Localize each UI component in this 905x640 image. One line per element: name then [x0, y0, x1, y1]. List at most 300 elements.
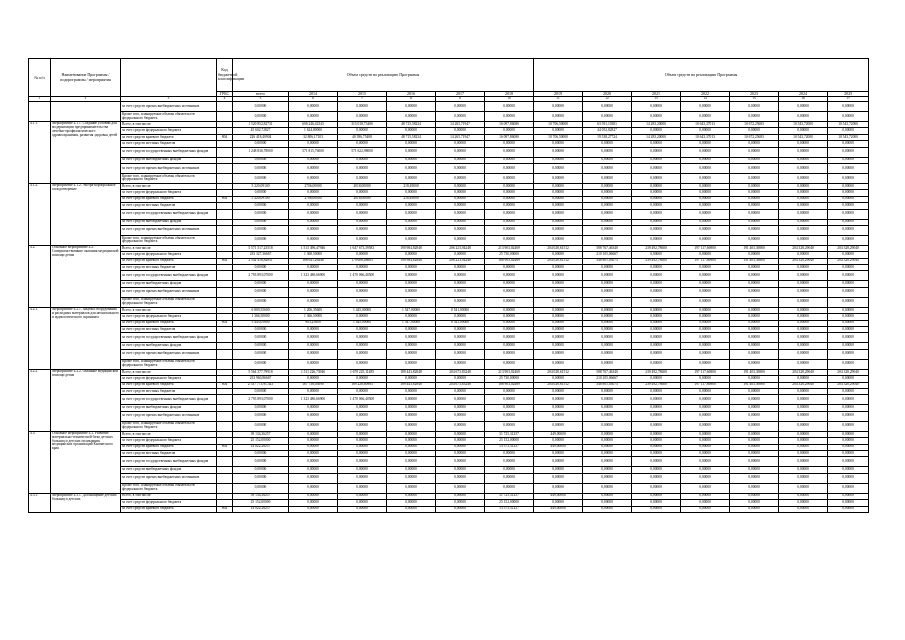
amount-cell: 0,00000 — [289, 343, 338, 349]
amount-cell: 187 738,03090 — [289, 382, 338, 388]
amount-cell: 0,00000 — [436, 287, 485, 297]
grbs-code — [217, 287, 233, 297]
amount-cell: 0,00000 — [779, 320, 828, 326]
amount-cell: 0,00000 — [632, 112, 681, 122]
amount-cell: 0,00000 — [681, 219, 730, 225]
amount-cell: 2018,00000 — [338, 196, 387, 202]
amount-cell: 0,00000 — [779, 209, 828, 219]
amount-cell: 0,00000 — [828, 219, 869, 225]
amount-cell: 0,00000 — [534, 411, 583, 421]
amount-cell: 0,00000 — [485, 183, 534, 189]
funding-source: Всего, в том числе: — [121, 307, 217, 313]
amount-cell: 0,00000 — [387, 209, 436, 219]
amount-cell: 0,00000 — [681, 196, 730, 202]
amount-cell: 0,00000 — [485, 450, 534, 456]
header-year: 2022 — [681, 92, 730, 97]
amount-cell: 0,00000 — [632, 157, 681, 163]
amount-cell: 0,00000 — [583, 307, 632, 313]
grbs-code — [217, 225, 233, 235]
amount-cell: 0,00000 — [233, 163, 289, 173]
amount-cell: 0,00000 — [828, 128, 869, 134]
amount-cell: 0 541,00000 — [436, 320, 485, 326]
amount-cell: 0,00000 — [534, 483, 583, 493]
amount-cell: 0,00000 — [233, 209, 289, 219]
table-row — [29, 173, 869, 183]
amount-cell: 0,00000 — [779, 314, 828, 320]
amount-cell: 1 248 836,78000 — [233, 147, 289, 157]
amount-cell: 0,00000 — [534, 320, 583, 326]
grbs-code: 804 — [217, 196, 233, 202]
amount-cell: 0,00000 — [583, 431, 632, 437]
amount-cell: 0,00000 — [583, 444, 632, 450]
funding-source: за счет средств краевого бюджета — [121, 196, 217, 202]
amount-cell: 0,00000 — [730, 128, 779, 134]
amount-cell: 0,00000 — [730, 431, 779, 437]
funding-source: за счет средств внебюджетных фондов — [121, 343, 217, 349]
funding-source: за счет средств государственных внебюджетных фондов — [121, 333, 217, 343]
amount-cell: 1 520 852,82731 — [233, 122, 289, 128]
amount-cell: 0,00000 — [681, 444, 730, 450]
amount-cell: 0,00000 — [289, 421, 338, 431]
amount-cell: 0,00000 — [534, 128, 583, 134]
amount-cell: 206 223,94248 — [436, 258, 485, 264]
amount-cell: 0,00000 — [534, 359, 583, 369]
table-row — [29, 333, 869, 343]
amount-cell: 0,00000 — [436, 128, 485, 134]
table-row — [29, 287, 869, 297]
funding-source: Всего, в том числе: — [121, 369, 217, 375]
amount-cell: 0,00000 — [828, 271, 869, 281]
amount-cell: 0,00000 — [583, 457, 632, 467]
amount-cell: 0,00000 — [387, 112, 436, 122]
table-row — [29, 359, 869, 369]
amount-cell: 0,00000 — [632, 405, 681, 411]
amount-cell: 0,00000 — [828, 444, 869, 450]
amount-cell: 0,00000 — [534, 235, 583, 245]
amount-cell: 0,00000 — [436, 349, 485, 359]
amount-cell: 0,00000 — [233, 219, 289, 225]
amount-cell: 0,00000 — [338, 388, 387, 394]
amount-cell: 0,00000 — [779, 297, 828, 307]
column-number: 6 — [289, 97, 338, 102]
amount-cell: 31 725,31257 — [485, 493, 534, 499]
amount-cell: 0,00000 — [583, 388, 632, 394]
row-number: 4.1.2. — [29, 183, 51, 245]
amount-cell: 0,00000 — [485, 297, 534, 307]
amount-cell: 0,00000 — [387, 287, 436, 297]
amount-cell: 0,00000 — [779, 421, 828, 431]
amount-cell: 25 152,00000 — [233, 500, 289, 506]
amount-cell: 0,00000 — [289, 219, 338, 225]
amount-cell: 213 903,02469 — [485, 245, 534, 251]
amount-cell: 0,00000 — [387, 483, 436, 493]
amount-cell: 0,00000 — [828, 225, 869, 235]
amount-cell: 0,00000 — [730, 333, 779, 343]
amount-cell: 0,00000 — [387, 349, 436, 359]
funding-source: за счет средств прочих внебюджетных источников — [121, 349, 217, 359]
amount-cell: 0,00000 — [583, 196, 632, 202]
amount-cell: 0,00000 — [828, 431, 869, 437]
amount-cell: 0,00000 — [485, 349, 534, 359]
amount-cell: 0,00000 — [583, 163, 632, 173]
amount-cell: 2 793 893,07000 — [233, 395, 289, 405]
amount-cell: 0,00000 — [338, 203, 387, 209]
grbs-code — [217, 102, 233, 112]
amount-cell: 0,00000 — [828, 327, 869, 333]
amount-cell: 0,00000 — [583, 203, 632, 209]
amount-cell: 0,00000 — [828, 395, 869, 405]
table-row — [29, 297, 869, 307]
amount-cell: 0,00000 — [681, 405, 730, 411]
amount-cell: 0,00000 — [387, 297, 436, 307]
row-name: Основное мероприятие 4.3. Развитие материально-технической базы детских больниц и детских поликлиник медицинских организаций Камчатского края — [51, 431, 121, 493]
amount-cell: 0,00000 — [828, 209, 869, 219]
amount-cell: 190 984,82848 — [387, 258, 436, 264]
amount-cell: 0,00000 — [233, 473, 289, 483]
amount-cell: 0,00000 — [779, 411, 828, 421]
amount-cell: 0,00000 — [485, 209, 534, 219]
amount-cell: 0,00000 — [632, 265, 681, 271]
amount-cell: 0,00000 — [436, 327, 485, 333]
amount-cell: 0,00000 — [289, 141, 338, 147]
row-name: Мероприятие 4.2.2. Оказание медицинской помощи детям — [51, 369, 121, 431]
amount-cell: 0,00000 — [583, 225, 632, 235]
funding-source: за счет средств государственных внебюджетных фондов — [121, 457, 217, 467]
amount-cell: 197 117,66900 — [681, 258, 730, 264]
column-number: 11 — [534, 97, 583, 102]
amount-cell: 0,00000 — [779, 252, 828, 258]
amount-cell: 10 543,72000 — [779, 122, 828, 128]
amount-cell: 0,00000 — [583, 157, 632, 163]
amount-cell: 0,00000 — [681, 235, 730, 245]
amount-cell: 5 443,05600 — [233, 320, 289, 326]
amount-cell: 0,00000 — [338, 457, 387, 467]
amount-cell: 0,00000 — [534, 265, 583, 271]
amount-cell: 0,00000 — [632, 252, 681, 258]
table-row — [29, 209, 869, 219]
amount-cell: 0,00000 — [534, 252, 583, 258]
amount-cell: 0,00000 — [632, 467, 681, 473]
amount-cell: 571 815,76000 — [289, 147, 338, 157]
amount-cell: 0,00000 — [338, 431, 387, 437]
amount-cell: 0,00000 — [828, 450, 869, 456]
amount-cell: 0,00000 — [730, 287, 779, 297]
amount-cell: 0,00000 — [436, 157, 485, 163]
amount-cell: 0,00000 — [828, 457, 869, 467]
amount-cell: 0,00000 — [387, 102, 436, 112]
amount-cell: 0,00000 — [436, 265, 485, 271]
amount-cell: 0,00000 — [779, 376, 828, 382]
grbs-code — [217, 297, 233, 307]
amount-cell: 0,00000 — [338, 506, 387, 512]
amount-cell: 0,00000 — [485, 314, 534, 320]
amount-cell: 204 328,29040 — [828, 258, 869, 264]
funding-source: Всего, в том числе: — [121, 245, 217, 251]
amount-cell: 0,00000 — [632, 333, 681, 343]
amount-cell: 1 206,35600 — [289, 307, 338, 313]
amount-cell: 0,00000 — [730, 327, 779, 333]
amount-cell: 0,00000 — [681, 359, 730, 369]
grbs-code — [217, 349, 233, 359]
amount-cell: 0,00000 — [681, 421, 730, 431]
amount-cell: 0,00000 — [387, 421, 436, 431]
amount-cell: 10 706,50000 — [534, 122, 583, 128]
funding-source: за счет средств местных бюджетов — [121, 388, 217, 394]
funding-source: за счет средств местных бюджетов — [121, 450, 217, 456]
amount-cell: 0,00000 — [387, 225, 436, 235]
funding-source: за счет средств прочих внебюджетных источников — [121, 163, 217, 173]
amount-cell: 0,00000 — [779, 307, 828, 313]
amount-cell: 14 283,20000 — [632, 134, 681, 140]
amount-cell: 0,00000 — [436, 359, 485, 369]
amount-cell: 0,00000 — [583, 271, 632, 281]
amount-cell: 0,00000 — [387, 395, 436, 405]
amount-cell: 44 052,82827 — [583, 128, 632, 134]
amount-cell: 903,25600 — [289, 320, 338, 326]
grbs-code — [217, 147, 233, 157]
amount-cell: 5 220,09100 — [233, 183, 289, 189]
funding-source: за счет средств местных бюджетов — [121, 203, 217, 209]
amount-cell: 0,00000 — [681, 506, 730, 512]
amount-cell: 0,00000 — [387, 457, 436, 467]
amount-cell: 0,00000 — [583, 209, 632, 219]
amount-cell: 0,00000 — [779, 467, 828, 473]
amount-cell: 0,00000 — [632, 450, 681, 456]
amount-cell: 0,00000 — [233, 388, 289, 394]
amount-cell: 0,00000 — [632, 235, 681, 245]
amount-cell: 0,00000 — [779, 190, 828, 196]
amount-cell: 0,00000 — [289, 297, 338, 307]
amount-cell: 0,00000 — [436, 203, 485, 209]
amount-cell: 0,00000 — [681, 473, 730, 483]
amount-cell: 0,00000 — [681, 183, 730, 189]
amount-cell: 204 328,29040 — [779, 369, 828, 375]
amount-cell: 188 641,26446 — [289, 258, 338, 264]
amount-cell: 0,00000 — [338, 349, 387, 359]
amount-cell: 0,00000 — [583, 314, 632, 320]
amount-cell: 0,00000 — [681, 128, 730, 134]
amount-cell: 0,00000 — [779, 493, 828, 499]
amount-cell: 0,00000 — [779, 438, 828, 444]
amount-cell: 0,00000 — [828, 203, 869, 209]
amount-cell: 0,00000 — [730, 209, 779, 219]
amount-cell: 0,00000 — [289, 388, 338, 394]
amount-cell: 0,00000 — [632, 209, 681, 219]
amount-cell: 204 028,61512 — [534, 382, 583, 388]
amount-cell: 0,00000 — [681, 450, 730, 456]
column-number: 13 — [632, 97, 681, 102]
amount-cell: 0,00000 — [730, 343, 779, 349]
amount-cell: 14 265,71947 — [436, 122, 485, 128]
funding-source: за счет средств местных бюджетов — [121, 265, 217, 271]
funding-source: за счет средств федерального бюджета — [121, 252, 217, 258]
amount-cell: 5 571 517,23518 — [233, 245, 289, 251]
amount-cell: 0,00000 — [681, 225, 730, 235]
amount-cell: 218,49000 — [387, 196, 436, 202]
amount-cell: 1 679 225,11485 — [338, 369, 387, 375]
amount-cell: 0,00000 — [730, 349, 779, 359]
amount-cell: 0,00000 — [730, 320, 779, 326]
header-year: 2016 — [387, 92, 436, 97]
amount-cell: 449,00000 — [534, 444, 583, 450]
amount-cell: 0,00000 — [779, 431, 828, 437]
amount-cell: 0,00000 — [387, 493, 436, 499]
funding-source: Всего, в том числе: — [121, 183, 217, 189]
amount-cell: 0,00000 — [534, 219, 583, 225]
amount-cell: 0,00000 — [730, 314, 779, 320]
amount-cell: 0,00000 — [632, 225, 681, 235]
funding-source: Кроме того, планируемые объемы обязательств федерального бюджета — [121, 421, 217, 431]
amount-cell: 0,00000 — [485, 333, 534, 343]
amount-cell: 2706,00000 — [289, 196, 338, 202]
amount-cell: 0,00000 — [730, 297, 779, 307]
amount-cell: 1 368,50000 — [289, 252, 338, 258]
amount-cell: 10 543,72000 — [779, 134, 828, 140]
funding-source: за счет средств государственных внебюджетных фондов — [121, 395, 217, 405]
amount-cell: 1 366,50000 — [289, 314, 338, 320]
amount-cell: 0,00000 — [338, 483, 387, 493]
amount-cell: 0,00000 — [436, 343, 485, 349]
funding-source: за счет средств прочих внебюджетных источников — [121, 287, 217, 297]
amount-cell: 0,00000 — [436, 112, 485, 122]
budget-table — [28, 58, 869, 513]
amount-cell: 0,00000 — [387, 405, 436, 411]
amount-cell: 0,00000 — [534, 112, 583, 122]
amount-cell: 0,00000 — [338, 473, 387, 483]
amount-cell: 0,00000 — [730, 147, 779, 157]
table-body — [29, 102, 869, 513]
amount-cell: 0,00000 — [338, 376, 387, 382]
amount-cell: 0,00000 — [632, 190, 681, 196]
funding-source: за счет средств внебюджетных фондов — [121, 467, 217, 473]
amount-cell: 0,00000 — [436, 483, 485, 493]
funding-source: за счет средств федерального бюджета — [121, 314, 217, 320]
amount-cell: 0,00000 — [583, 235, 632, 245]
amount-cell: 0,00000 — [779, 173, 828, 183]
amount-cell: 0,00000 — [387, 473, 436, 483]
amount-cell: 0,00000 — [436, 395, 485, 405]
amount-cell: 0,00000 — [436, 196, 485, 202]
amount-cell: 63 591,10381 — [583, 122, 632, 128]
funding-source: Кроме того, планируемые объемы обязательств федерального бюджета — [121, 359, 217, 369]
amount-cell: 0,00000 — [828, 112, 869, 122]
amount-cell: 0,00000 — [289, 457, 338, 467]
grbs-code: 804 — [217, 134, 233, 140]
amount-cell: 0,00000 — [338, 163, 387, 173]
amount-cell: 0,00000 — [779, 112, 828, 122]
funding-source: за счет средств краевого бюджета — [121, 258, 217, 264]
amount-cell: 0,00000 — [233, 333, 289, 343]
amount-cell: 0,00000 — [233, 483, 289, 493]
amount-cell: 1 323 486,66900 — [289, 271, 338, 281]
amount-cell: 1 445,00000 — [338, 307, 387, 313]
amount-cell: 0,00000 — [233, 359, 289, 369]
amount-cell: 0,00000 — [632, 359, 681, 369]
funding-source: за счет средств краевого бюджета — [121, 382, 217, 388]
amount-cell: 0,00000 — [289, 173, 338, 183]
amount-cell: 191 403,36900 — [730, 369, 779, 375]
amount-cell: 0,00000 — [534, 467, 583, 473]
amount-cell: 0,00000 — [583, 349, 632, 359]
amount-cell: 0,00000 — [779, 163, 828, 173]
amount-cell: 0,00000 — [289, 333, 338, 343]
grbs-code — [217, 457, 233, 467]
amount-cell: 0,00000 — [233, 203, 289, 209]
funding-source: за счет средств краевого бюджета — [121, 134, 217, 140]
amount-cell: 0,00000 — [632, 421, 681, 431]
amount-cell: 0,00000 — [681, 411, 730, 421]
amount-cell: 0,00000 — [681, 438, 730, 444]
amount-cell: 0,00000 — [681, 190, 730, 196]
amount-cell: 0,00000 — [583, 219, 632, 225]
amount-cell: 0,00000 — [338, 333, 387, 343]
amount-cell: 0,00000 — [233, 467, 289, 473]
amount-cell: 0,00000 — [485, 320, 534, 326]
amount-cell: 204 328,29040 — [828, 245, 869, 251]
amount-cell: 10 543,72000 — [828, 122, 869, 128]
amount-cell: 0,00000 — [828, 183, 869, 189]
amount-cell: 48 715,58234 — [387, 122, 436, 128]
amount-cell: 0,00000 — [779, 147, 828, 157]
amount-cell: 0,00000 — [289, 209, 338, 219]
amount-cell: 213 903,02469 — [485, 369, 534, 375]
amount-cell: 0,00000 — [828, 411, 869, 421]
amount-cell: 0,00000 — [233, 405, 289, 411]
amount-cell: 0,00000 — [632, 147, 681, 157]
amount-cell: 204 673,83248 — [436, 369, 485, 375]
amount-cell: 0,00000 — [289, 203, 338, 209]
amount-cell: 0,00000 — [233, 235, 289, 245]
funding-source: за счет средств прочих внебюджетных источников — [121, 411, 217, 421]
amount-cell: 0,00000 — [828, 467, 869, 473]
amount-cell: 0,00000 — [289, 444, 338, 450]
amount-cell: 0,00000 — [534, 500, 583, 506]
column-number: 9 — [436, 97, 485, 102]
amount-cell: 0,00000 — [828, 157, 869, 163]
amount-cell: 10 672,25683 — [730, 122, 779, 128]
amount-cell: 197 117,66900 — [681, 382, 730, 388]
grbs-code — [217, 173, 233, 183]
amount-cell: 25 730,00000 — [485, 252, 534, 258]
amount-cell: 0,00000 — [338, 411, 387, 421]
amount-cell: 0,00000 — [436, 500, 485, 506]
amount-cell: 348 801,03073 — [583, 382, 632, 388]
grbs-code — [217, 112, 233, 122]
amount-cell: 0,00000 — [387, 376, 436, 382]
amount-cell: 0,00000 — [338, 252, 387, 258]
amount-cell: 0,00000 — [632, 287, 681, 297]
amount-cell: 0,00000 — [828, 102, 869, 112]
amount-cell: 0,00000 — [387, 450, 436, 456]
funding-source: за счет средств федерального бюджета — [121, 376, 217, 382]
amount-cell: 0,00000 — [534, 209, 583, 219]
amount-cell: 0,00000 — [436, 493, 485, 499]
funding-source: Кроме того, планируемые объемы обязательств федерального бюджета — [121, 483, 217, 493]
amount-cell: 0,00000 — [233, 349, 289, 359]
amount-cell: 0,00000 — [779, 327, 828, 333]
amount-cell: 0,00000 — [534, 196, 583, 202]
amount-cell: 449,00000 — [534, 493, 583, 499]
amount-cell: 0,00000 — [338, 287, 387, 297]
amount-cell: 0,00000 — [387, 203, 436, 209]
amount-cell: 0,00000 — [289, 467, 338, 473]
amount-cell: 0,00000 — [779, 359, 828, 369]
column-number: 4 — [217, 97, 233, 102]
table-row — [29, 457, 869, 467]
amount-cell: 0,00000 — [387, 281, 436, 287]
amount-cell: 0,00000 — [681, 173, 730, 183]
amount-cell: 0,00000 — [828, 320, 869, 326]
